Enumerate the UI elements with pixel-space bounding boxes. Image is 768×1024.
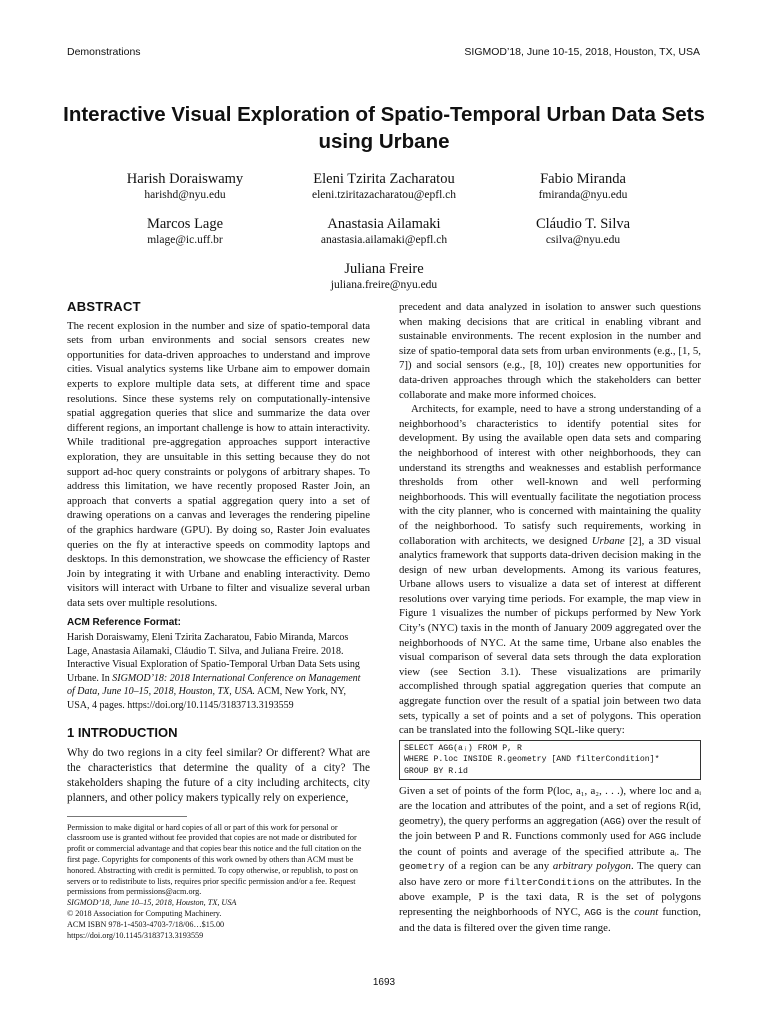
author-email: fmiranda@nyu.edu [538,189,628,201]
author-name: Juliana Freire [344,261,424,277]
author-name: Harish Doraiswamy [126,171,244,187]
author-name: Eleni Tzirita Zacharatou [313,171,455,187]
author-email: juliana.freire@nyu.edu [330,279,438,291]
permission-venue: SIGMOD’18, June 10–15, 2018, Houston, TX, USA [67,898,237,908]
sql-line: GROUP BY R.id [404,766,468,776]
author-name: Cláudio T. Silva [535,216,631,232]
abstract-body: The recent explosion in the number and size of spatio-temporal data sets from urban environments and social sensors creates new opportunities for data-driven approaches to understand and improve cities. Visual analytics systems like Urbane aim to empower domain experts to explore multiple data sets, at different time and space resolutions. Since these systems rely on computationally-intensive spatial aggregation queries that slice and summarize the data over different regions, an important challenge is how to attain interactivity. While traditional pre-aggregation approaches support interactive exploration, they are unsuitable in this setting because they do not support ad-hoc query constraints or polygons of arbitrary shapes. To address this limitation, we have recently proposed Raster Join, an approach that converts a spatial aggregation query into a set of drawing operations on a canvas and leverages the rendering pipeline of the graphics hardware (GPU). By doing so, Raster Join evaluates queries on the fly at interactive speeds on commodity laptops and desktops. In this demonstration, we showcase the efficiency of Raster Join by integrating it with Urbane and enabling interactivity. Demo visitors will interact with Urbane to filter and visualize several urban data sets over multiple resolutions. [67,319,370,609]
author-block [274,170,494,203]
author-email: anastasia.ailamaki@epfl.ch [320,234,448,246]
urbane-term: Urbane [591,534,625,547]
paragraph: Architects, for example, need to have a strong understanding of a neighborhood’s characteristics to identify potential sites for development. By using the available open data sets and comparing the neighborhood of interest with other neighborhoods, they can understand its strengths and weaknesses and establish performance thresholds from other well-known and well performing neighborhoods. This will eventually facilitate the negotiation process with the city planner, who is concerned with maintaining the quality of the neighborhood. To satisfy such requirements, working in collaboration with architects, we designed Urbane [2], a 3D visual analytics framework that supports data-driven decision making in the design of new urban developments. Among its various features, Urbane allows users to visualize a data set of interest at different resolutions over varying time periods. For example, the map view in Figure 1 visualizes the number of pickups performed by New York City’s (NYC) taxis in the month of January 2009 aggregated over the neighborhoods of NYC. At the same time, Urbane also enables the visual comparison of several data sets through the data exploration view (see Section 3.1). These visualizations are primarily accomplished through spatial aggregation queries that compute an aggregate function over the result of a spatial join between two data sets, typically a set of points and a set of polygons. This operation can be translated into the following SQL-like query: [399,403,701,737]
permission-notice [67,823,370,942]
author-email: harishd@nyu.edu [144,189,226,201]
author-name: Anastasia Ailamaki [327,216,441,232]
right-column [399,300,701,935]
author-block [75,170,295,203]
author-email: csilva@nyu.edu [545,234,621,246]
author-block [75,215,295,248]
author-block [473,170,693,203]
sql-line: WHERE P.loc INSIDE R.geometry [AND filterCondition]* [404,755,660,765]
acm-ref-heading: ACM Reference Format: [67,617,181,629]
footnote-divider [67,816,187,817]
sql-line: SELECT AGG(aᵢ) FROM P, R [404,743,522,753]
author-name: Fabio Miranda [540,171,626,187]
permission-text: Permission to make digital or hard copies of all or part of this work for personal or classroom use is granted without fee provided that copies are not made or distributed for profit or commercial advantage and that copies bear this notice and the full citation on the first page. Copyrights for components of this work owned by others than ACM must be honored. Abstracting with credit is permitted. To copy otherwise, or republish, to post on servers or to redistribute to lists, requires prior specific permission and/or a fee. Request permissions from permissions@acm.org. [67,822,362,897]
author-name: Marcos Lage [146,216,224,232]
sql-query-box [399,740,701,781]
paper-title: Interactive Visual Exploration of Spatio-Temporal Urban Data Sets using Urbane [63,103,705,153]
acm-ref-body [67,631,370,712]
acm-ref-authors: Harish Doraiswamy, Eleni Tzirita Zacharatou, Fabio Miranda, Marcos Lage, Anastasia Ailamaki, Cláudio T. Silva, and Juliana Freire. 2018. Interactive Visual Exploration of Spatio-Temporal Urban Data Sets using Urbane. In [67,632,360,684]
acm-ref-venue: SIGMOD’18: 2018 International Conference on Management of Data, June 10–15, 2018, Houston, TX, USA. [67,672,361,698]
author-email: eleni.tziritazacharatou@epfl.ch [311,189,457,201]
introduction-heading: 1 INTRODUCTION [67,725,178,741]
author-block [274,260,494,293]
doi-link[interactable]: https://doi.org/10.1145/3183713.3193559 [67,930,204,940]
left-column [67,300,370,941]
isbn-line: ACM ISBN 978-1-4503-4703-7/18/06…$15.00 [67,919,225,929]
acm-ref-doi-link[interactable]: ACM, New York, NY, USA, 4 pages. https://doi.org/10.1145/3183713.3193559 [67,686,346,711]
abstract-heading: ABSTRACT [67,299,141,314]
author-block [274,215,494,248]
page-number: 1693 [372,977,396,988]
author-block [473,215,693,248]
copyright-line: © 2018 Association for Computing Machinery. [67,909,222,919]
paragraph: precedent and data analyzed in isolation to answer such questions when making decisions that are critical in enabling vibrant and sustainable environments. The recent explosion in the number and size of spatio-temporal data sets from urban environments (e.g., [1, 5, 7]) and social sensors (e.g., [8, 10]) creates new opportunities for data-driven approaches through which the stakeholders can better collaborate and make more informed choices. [399,301,701,401]
running-header-left: Demonstrations [67,46,141,58]
introduction-body: Why do two regions in a city feel similar? Or different? What are the characteristics that determine the quality of a city? The stakeholders shaping the future of a city including architects, city planners, and other policy makers typically rely on experience, [67,746,370,804]
paragraph: Given a set of points of the form P(loc, a₁, a₂, . . .), where loc and aᵢ are the location and attributes of the point, and a set of regions R(id, geometry), the query performs an aggregation (AGG) over the result of the join between P and R. Functions commonly used for AGG include the count of points and average of the specified attribute aᵢ. The geometry of a region can be any arbitrary polygon. The query can also have zero or more filterConditions on the attributes. In the above example, P is the taxi data, R is the set of polygons representing the neighborhoods of NYC, AGG is the count function, and the data is filtered over the given time range. [399,785,702,934]
running-header-right: SIGMOD’18, June 10-15, 2018, Houston, TX, USA [464,46,700,58]
author-email: mlage@ic.uff.br [147,234,223,246]
